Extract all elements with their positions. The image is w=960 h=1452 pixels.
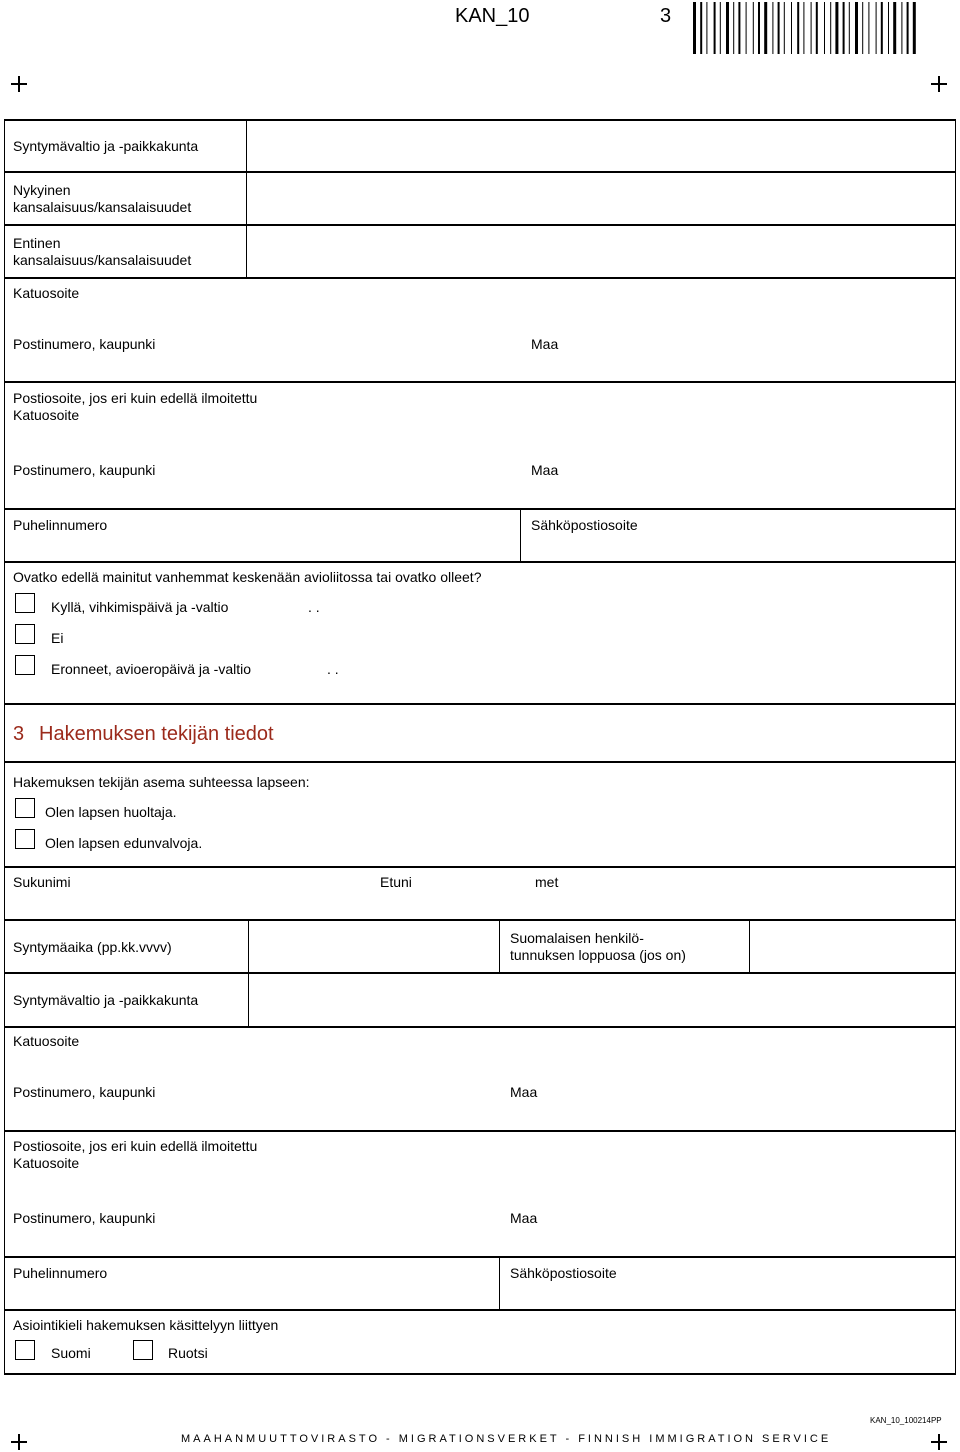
language-swedish-checkbox[interactable] — [133, 1340, 153, 1360]
divorced-label: Eronneet, avioeropäivä ja -valtio — [51, 661, 252, 677]
street-address-label: Katuosoite — [13, 285, 80, 301]
applicant-street-address-2-label: Katuosoite — [13, 1155, 80, 1171]
applicant-birth-country-city-field[interactable] — [250, 974, 954, 1025]
language-finnish-checkbox[interactable] — [15, 1340, 35, 1360]
row-divider — [4, 1026, 956, 1028]
marriage-date-separator: . . — [308, 599, 320, 615]
row-divider — [4, 381, 956, 383]
row-divider — [4, 866, 956, 868]
guardian-checkbox[interactable] — [15, 798, 35, 818]
language-finnish-label: Suomi — [51, 1345, 91, 1361]
section-number: 3 — [13, 723, 25, 745]
column-divider — [246, 120, 247, 278]
form-border-right — [955, 119, 956, 1375]
applicant-street-address-label: Katuosoite — [13, 1033, 80, 1049]
applicant-country-label: Maa — [510, 1084, 538, 1100]
trustee-label: Olen lapsen edunvalvoja. — [45, 835, 203, 851]
language-question: Asiointikieli hakemuksen käsittelyyn liittyen — [13, 1317, 279, 1333]
postal-city-field[interactable] — [6, 353, 954, 379]
applicant-postal-address-if-different-label: Postiosoite, jos eri kuin edellä ilmoitettu — [13, 1138, 258, 1154]
phone-label: Puhelinnumero — [13, 517, 108, 533]
married-no-label: Ei — [51, 630, 64, 646]
applicant-email-field[interactable] — [501, 1284, 954, 1308]
ssn-field[interactable] — [751, 921, 954, 971]
divorced-checkbox[interactable] — [15, 655, 35, 675]
birth-date-label: Syntymäaika (pp.kk.vvvv) — [13, 939, 172, 955]
registration-mark-bottom-right — [931, 1434, 947, 1450]
column-divider — [248, 920, 249, 1028]
street-address-2-field[interactable] — [6, 425, 954, 453]
form-border-bottom — [4, 1373, 956, 1375]
former-citizenship-label-1: Entinen — [13, 235, 61, 251]
agency-name: MAAHANMUUTTOVIRASTO - MIGRATIONSVERKET - FINNISH IMMIGRATION SERVICE — [181, 1433, 832, 1445]
applicant-postal-city-2-field[interactable] — [6, 1228, 954, 1254]
birth-country-city-field[interactable] — [248, 121, 954, 171]
applicant-phone-label: Puhelinnumero — [13, 1265, 108, 1281]
postal-address-if-different-label: Postiosoite, jos eri kuin edellä ilmoitettu — [13, 390, 258, 406]
current-citizenship-label-1: Nykyinen — [13, 182, 71, 198]
row-divider — [4, 1130, 956, 1132]
role-question: Hakemuksen tekijän asema suhteessa lapseen: — [13, 774, 310, 790]
row-divider — [4, 1256, 956, 1258]
column-divider — [499, 1257, 500, 1309]
street-address-field[interactable] — [6, 302, 954, 328]
ssn-label-2: tunnuksen loppuosa (jos on) — [510, 947, 686, 963]
surname-label: Sukunimi — [13, 874, 71, 890]
applicant-postal-city-field[interactable] — [6, 1102, 954, 1128]
married-question: Ovatko edellä mainitut vanhemmat keskenään avioliitossa tai ovatko olleet? — [13, 569, 482, 585]
column-divider — [749, 920, 750, 972]
row-divider — [4, 1309, 956, 1311]
document-code: KAN_10_100214PP — [870, 1416, 942, 1425]
row-divider — [4, 277, 956, 279]
applicant-postal-city-label: Postinumero, kaupunki — [13, 1084, 156, 1100]
former-citizenship-label-2: kansalaisuus/kansalaisuudet — [13, 252, 192, 268]
language-swedish-label: Ruotsi — [168, 1345, 208, 1361]
birth-country-city-label: Syntymävaltio ja -paikkakunta — [13, 138, 199, 154]
guardian-label: Olen lapsen huoltaja. — [45, 804, 177, 820]
applicant-birth-country-city-label: Syntymävaltio ja -paikkakunta — [13, 992, 199, 1008]
country-label: Maa — [531, 336, 559, 352]
divorce-date-separator: . . — [327, 661, 339, 677]
postal-city-2-label: Postinumero, kaupunki — [13, 462, 156, 478]
former-citizenship-field[interactable] — [248, 226, 954, 276]
column-divider — [499, 920, 500, 972]
applicant-street-address-2-field[interactable] — [6, 1174, 954, 1202]
email-field[interactable] — [522, 535, 954, 559]
applicant-postal-city-2-label: Postinumero, kaupunki — [13, 1210, 156, 1226]
section-divider — [4, 703, 956, 705]
phone-field[interactable] — [6, 535, 518, 559]
street-address-2-label: Katuosoite — [13, 407, 80, 423]
barcode — [693, 2, 953, 54]
row-divider — [4, 508, 956, 510]
row-divider — [4, 561, 956, 563]
trustee-checkbox[interactable] — [15, 829, 35, 849]
current-citizenship-label-2: kansalaisuus/kansalaisuudet — [13, 199, 192, 215]
row-divider — [4, 761, 956, 763]
current-citizenship-field[interactable] — [248, 173, 954, 223]
applicant-email-label: Sähköpostiosoite — [510, 1265, 617, 1281]
postal-city-label: Postinumero, kaupunki — [13, 336, 156, 352]
applicant-country-2-label: Maa — [510, 1210, 538, 1226]
registration-mark-bottom-left — [11, 1434, 27, 1450]
country-2-label: Maa — [531, 462, 559, 478]
birth-date-field[interactable] — [250, 921, 498, 971]
first-names-label-b: met — [535, 874, 559, 890]
applicant-phone-field[interactable] — [6, 1284, 497, 1308]
form-border-left — [4, 119, 5, 1375]
applicant-street-address-field[interactable] — [6, 1051, 954, 1077]
column-divider — [520, 509, 521, 561]
email-label: Sähköpostiosoite — [531, 517, 638, 533]
married-yes-label: Kyllä, vihkimispäivä ja -valtio — [51, 599, 229, 615]
section-title: Hakemuksen tekijän tiedot — [39, 723, 274, 745]
postal-city-2-field[interactable] — [6, 480, 954, 506]
married-no-checkbox[interactable] — [15, 624, 35, 644]
surname-field[interactable] — [6, 893, 376, 917]
first-names-field[interactable] — [378, 893, 954, 917]
registration-mark-top-left — [11, 76, 27, 92]
page-number: 3 — [660, 5, 672, 27]
registration-mark-top-right — [931, 76, 947, 92]
first-names-label-a: Etuni — [380, 874, 412, 890]
form-code: KAN_10 — [455, 5, 530, 27]
ssn-label-1: Suomalaisen henkilö- — [510, 930, 644, 946]
married-yes-checkbox[interactable] — [15, 593, 35, 613]
